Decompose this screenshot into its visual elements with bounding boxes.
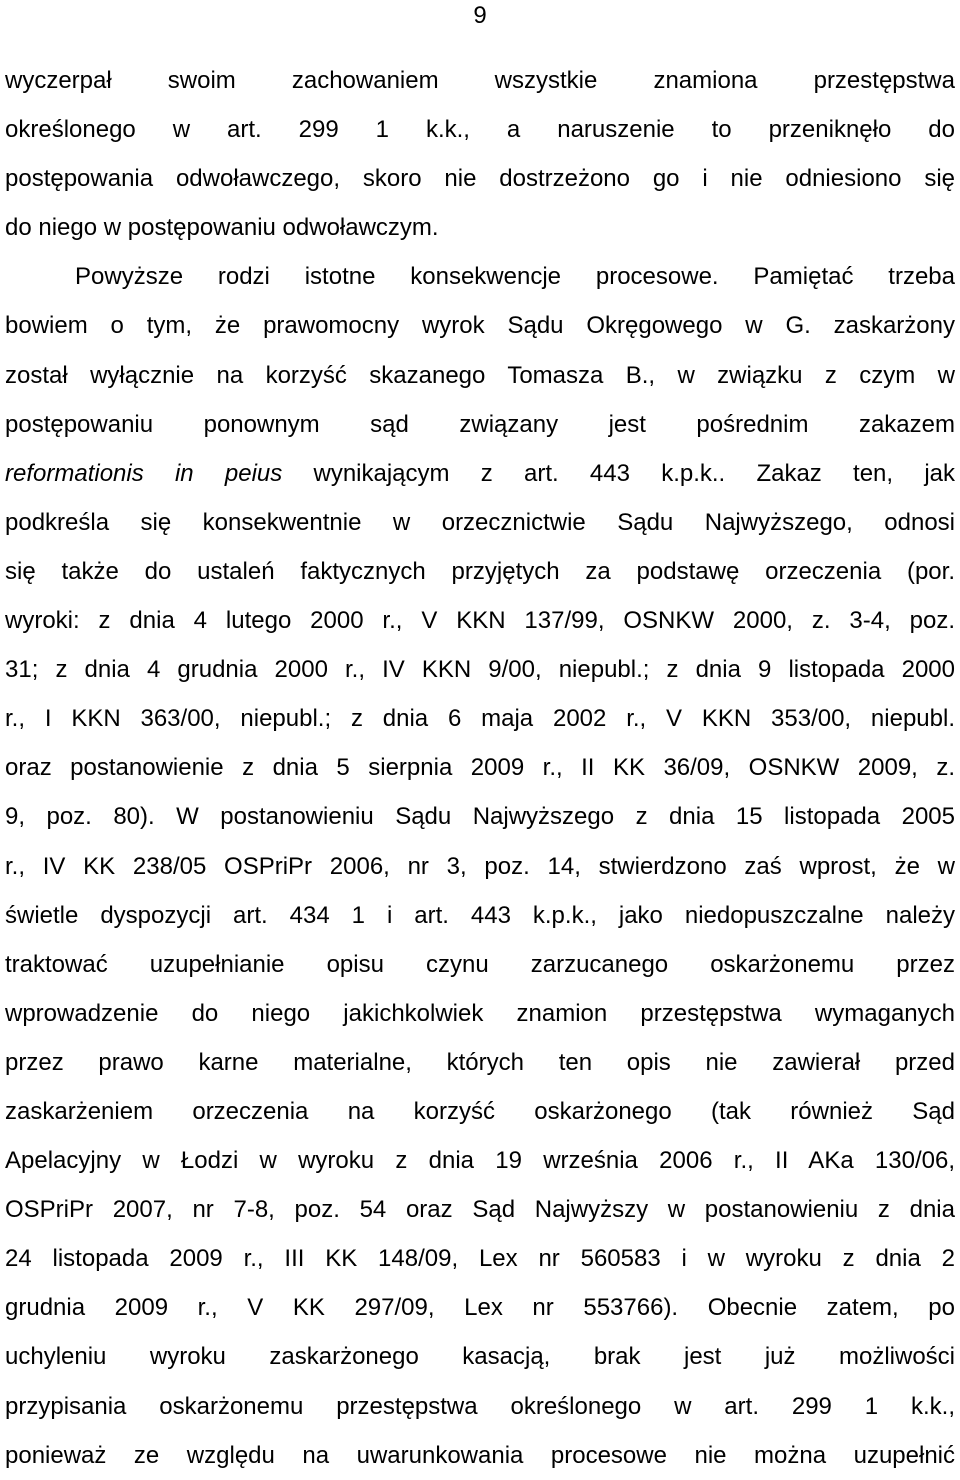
text-line: OSPriPr 2007, nr 7-8, poz. 54 oraz Sąd Najwyższy w postanowieniu z dnia — [5, 1196, 955, 1224]
text-line: do niego w postępowaniu odwoławczym. — [5, 214, 439, 242]
text-line: postępowaniu ponownym sąd związany jest pośrednim zakazem — [5, 410, 955, 438]
text-line: 24 listopada 2009 r., III KK 148/09, Lex nr 560583 i w wyroku z dnia 2 — [5, 1245, 955, 1273]
text-line: r., I KKN 363/00, niepubl.; z dnia 6 maja 2002 r., V KKN 353/00, niepubl. — [5, 705, 955, 733]
text-line: podkreśla się konsekwentnie w orzecznictwie Sądu Najwyższego, odnosi — [5, 508, 955, 536]
text-line-rest: wynikającym z art. 443 k.p.k.. Zakaz ten, jak — [282, 459, 955, 487]
text-line: wyroki: z dnia 4 lutego 2000 r., V KKN 137/99, OSNKW 2000, z. 3-4, poz. — [5, 607, 955, 635]
text-line: przez prawo karne materialne, których ten opis nie zawierał przed — [5, 1048, 955, 1076]
text-line: zaskarżeniem orzeczenia na korzyść oskarżonego (tak również Sąd — [5, 1097, 955, 1125]
text-line: Powyższe rodzi istotne konsekwencje procesowe. Pamiętać trzeba — [75, 263, 955, 291]
text-line: r., IV KK 238/05 OSPriPr 2006, nr 3, poz. 14, stwierdzono zaś wprost, że w — [5, 852, 955, 880]
text-line: się także do ustaleń faktycznych przyjętych za podstawę orzeczenia (por. — [5, 557, 955, 585]
text-line: określonego w art. 299 1 k.k., a naruszenie to przeniknęło do — [5, 116, 955, 144]
text-line: postępowania odwoławczego, skoro nie dostrzeżono go i nie odniesiono się — [5, 165, 955, 193]
text-line: bowiem o tym, że prawomocny wyrok Sądu Okręgowego w G. zaskarżony — [5, 312, 955, 340]
text-line: 31; z dnia 4 grudnia 2000 r., IV KKN 9/00, niepubl.; z dnia 9 listopada 2000 — [5, 656, 955, 684]
text-line: oraz postanowienie z dnia 5 sierpnia 2009 r., II KK 36/09, OSNKW 2009, z. — [5, 754, 955, 782]
text-line: 9, poz. 80). W postanowieniu Sądu Najwyższego z dnia 15 listopada 2005 — [5, 803, 955, 831]
document-body — [5, 56, 955, 1480]
text-line: traktować uzupełnianie opisu czynu zarzucanego oskarżonemu przez — [5, 950, 955, 978]
text-line: świetle dyspozycji art. 434 1 i art. 443 k.p.k., jako niedopuszczalne należy — [5, 901, 955, 929]
text-line: grudnia 2009 r., V KK 297/09, Lex nr 553766). Obecnie zatem, po — [5, 1294, 955, 1322]
text-line: wprowadzenie do niego jakichkolwiek znamion przestępstwa wymaganych — [5, 999, 955, 1027]
text-line: ponieważ ze względu na uwarunkowania procesowe nie można uzupełnić — [5, 1441, 955, 1469]
text-line: Apelacyjny w Łodzi w wyroku z dnia 19 września 2006 r., II AKa 130/06, — [5, 1147, 955, 1175]
text-line: wyczerpał swoim zachowaniem wszystkie znamiona przestępstwa — [5, 67, 955, 94]
text-line: został wyłącznie na korzyść skazanego Tomasza B., w związku z czym w — [5, 361, 955, 389]
latin-phrase: reformationis in peius — [5, 459, 283, 487]
page-number: 9 — [473, 2, 487, 29]
text-line — [5, 449, 955, 498]
text-line: uchyleniu wyroku zaskarżonego kasacją, brak jest już możliwości — [5, 1343, 955, 1371]
text-line: przypisania oskarżonemu przestępstwa określonego w art. 299 1 k.k., — [5, 1392, 955, 1420]
